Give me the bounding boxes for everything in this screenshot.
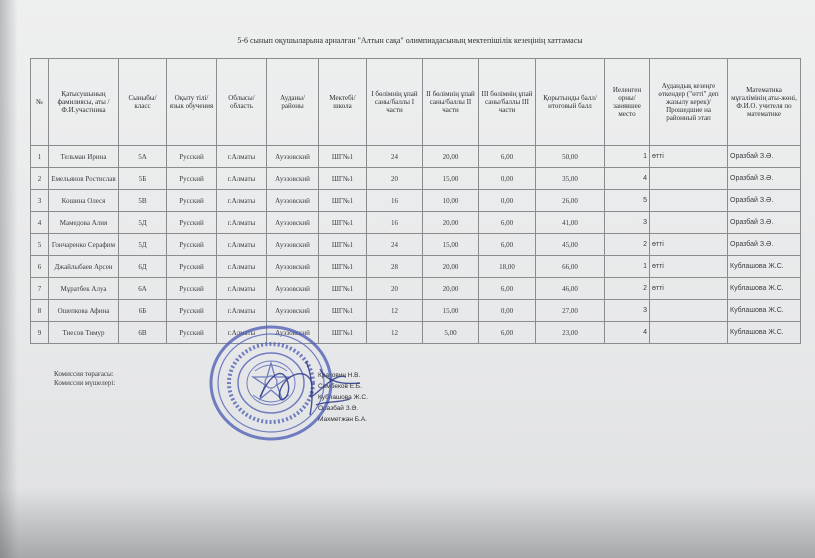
cell-school: ШГ№1	[319, 168, 367, 190]
cell-district: Ауэзовский	[267, 322, 319, 344]
cell-language: Русский	[167, 234, 217, 256]
cell-total-score: 41,00	[536, 212, 605, 234]
cell-row-number: 6	[31, 256, 49, 278]
cell-part3-score: 6,00	[479, 212, 536, 234]
cell-part1-score: 20	[367, 168, 423, 190]
cell-school: ШГ№1	[319, 146, 367, 168]
cell-place: 1	[605, 256, 650, 278]
cell-school: ШГ№1	[319, 256, 367, 278]
cell-total-score: 50,00	[536, 146, 605, 168]
cell-participant-name: Тельман Ирина	[49, 146, 119, 168]
table-row	[31, 146, 801, 168]
cell-participant-name: Кошина Олеся	[49, 190, 119, 212]
commission-member: Сембеков Е.Б.	[318, 383, 362, 390]
cell-school: ШГ№1	[319, 300, 367, 322]
cell-part3-score: 6,00	[479, 322, 536, 344]
cell-region: г.Алматы	[217, 256, 267, 278]
cell-row-number: 7	[31, 278, 49, 300]
cell-teacher-name: Кублашова Ж.С.	[728, 300, 801, 322]
cell-row-number: 4	[31, 212, 49, 234]
cell-region: г.Алматы	[217, 300, 267, 322]
cell-district: Ауэзовский	[267, 278, 319, 300]
table-row	[31, 322, 801, 344]
cell-class: 6В	[119, 322, 167, 344]
commission-chair-label: Комиссия төрағасы:	[54, 370, 114, 378]
cell-passed-mark	[650, 300, 728, 322]
table-row	[31, 256, 801, 278]
cell-language: Русский	[167, 190, 217, 212]
cell-participant-name: Мамедова Алия	[49, 212, 119, 234]
cell-teacher-name: Оразбай З.Ә.	[728, 146, 801, 168]
cell-part2-score: 20,00	[423, 256, 479, 278]
cell-teacher-name: Кублашова Ж.С.	[728, 256, 801, 278]
cell-language: Русский	[167, 212, 217, 234]
cell-row-number: 1	[31, 146, 49, 168]
cell-place: 2	[605, 278, 650, 300]
cell-teacher-name: Оразбай З.Ә.	[728, 212, 801, 234]
cell-row-number: 9	[31, 322, 49, 344]
cell-part1-score: 12	[367, 322, 423, 344]
cell-part2-score: 20,00	[423, 278, 479, 300]
cell-part3-score: 0,00	[479, 300, 536, 322]
cell-total-score: 27,00	[536, 300, 605, 322]
cell-school: ШГ№1	[319, 190, 367, 212]
cell-region: г.Алматы	[217, 190, 267, 212]
page-shadow-bottom	[0, 488, 815, 558]
table-row	[31, 212, 801, 234]
cell-class: 5А	[119, 146, 167, 168]
cell-participant-name: Емельянов Ростислав	[49, 168, 119, 190]
cell-class: 6Д	[119, 256, 167, 278]
cell-class: 5Д	[119, 212, 167, 234]
cell-teacher-name: Оразбай З.Ә.	[728, 168, 801, 190]
cell-passed-mark: өтті	[650, 234, 728, 256]
table-row	[31, 190, 801, 212]
cell-participant-name: Мұратбек Алуа	[49, 278, 119, 300]
handwritten-signature-icon	[250, 355, 370, 425]
cell-class: 6А	[119, 278, 167, 300]
cell-total-score: 66,00	[536, 256, 605, 278]
cell-participant-name: Гончаренко Серафим	[49, 234, 119, 256]
cell-part3-score: 6,00	[479, 146, 536, 168]
cell-part2-score: 10,00	[423, 190, 479, 212]
page-shadow-left	[0, 0, 18, 558]
cell-total-score: 35,00	[536, 168, 605, 190]
cell-district: Ауэзовский	[267, 190, 319, 212]
commission-labels	[54, 370, 115, 388]
cell-language: Русский	[167, 300, 217, 322]
cell-district: Ауэзовский	[267, 300, 319, 322]
cell-region: г.Алматы	[217, 278, 267, 300]
col-header-part2: II бөлімнің ұпай саны/баллы II части	[423, 59, 479, 146]
cell-total-score: 23,00	[536, 322, 605, 344]
col-header-passed: Аудандық кезеңге өткендер ("өтті" деп жазылу керек)/Прошедшие на районный этап	[650, 59, 728, 146]
col-header-number: №	[31, 59, 49, 146]
cell-part2-score: 15,00	[423, 168, 479, 190]
col-header-place: Иеленген орны/занявшее место	[605, 59, 650, 146]
cell-row-number: 3	[31, 190, 49, 212]
table-row	[31, 278, 801, 300]
cell-part2-score: 5,00	[423, 322, 479, 344]
cell-part1-score: 24	[367, 234, 423, 256]
cell-passed-mark	[650, 190, 728, 212]
cell-part3-score: 6,00	[479, 234, 536, 256]
cell-district: Ауэзовский	[267, 146, 319, 168]
cell-language: Русский	[167, 278, 217, 300]
table-row	[31, 234, 801, 256]
cell-teacher-name: Кублашова Ж.С.	[728, 322, 801, 344]
cell-passed-mark: өтті	[650, 278, 728, 300]
col-header-part3: III бөлімнің ұпай саны/баллы III части	[479, 59, 536, 146]
commission-member: Кублашова Ж.С.	[318, 394, 368, 401]
cell-participant-name: Тиесов Тимур	[49, 322, 119, 344]
cell-part3-score: 0,00	[479, 168, 536, 190]
cell-place: 5	[605, 190, 650, 212]
cell-region: г.Алматы	[217, 322, 267, 344]
table-header-row	[31, 59, 801, 146]
cell-place: 3	[605, 300, 650, 322]
cell-district: Ауэзовский	[267, 256, 319, 278]
col-header-district: Ауданы/районы	[267, 59, 319, 146]
cell-participant-name: Джайлыбаев Арсен	[49, 256, 119, 278]
table-body	[31, 146, 801, 344]
cell-part3-score: 0,00	[479, 190, 536, 212]
cell-district: Ауэзовский	[267, 212, 319, 234]
cell-part2-score: 15,00	[423, 300, 479, 322]
cell-teacher-name: Оразбай З.Ә.	[728, 234, 801, 256]
col-header-school: Мектебі/школа	[319, 59, 367, 146]
cell-part1-score: 16	[367, 190, 423, 212]
cell-part2-score: 15,00	[423, 234, 479, 256]
cell-school: ШГ№1	[319, 212, 367, 234]
cell-total-score: 46,00	[536, 278, 605, 300]
cell-place: 2	[605, 234, 650, 256]
cell-part3-score: 6,00	[479, 278, 536, 300]
col-header-part1: I бөлімнің ұпай саны/баллы I части	[367, 59, 423, 146]
col-header-language: Оқыту тілі/язык обучения	[167, 59, 217, 146]
cell-language: Русский	[167, 146, 217, 168]
cell-total-score: 26,00	[536, 190, 605, 212]
cell-row-number: 8	[31, 300, 49, 322]
cell-teacher-name: Оразбай З.Ә.	[728, 190, 801, 212]
cell-place: 4	[605, 322, 650, 344]
cell-passed-mark: өтті	[650, 256, 728, 278]
commission-member: Оразбай З.Ә.	[318, 405, 359, 412]
cell-part1-score: 16	[367, 212, 423, 234]
cell-school: ШГ№1	[319, 234, 367, 256]
col-header-region: Облысы/область	[217, 59, 267, 146]
cell-total-score: 45,00	[536, 234, 605, 256]
cell-class: 5Д	[119, 234, 167, 256]
cell-passed-mark	[650, 212, 728, 234]
page-title: 5-6 сынып оқушыларына арналған "Алтын сақа" олимпиадасының мектепішілік кезеңінің хаттамасы	[237, 36, 583, 45]
cell-part1-score: 24	[367, 146, 423, 168]
cell-part1-score: 12	[367, 300, 423, 322]
cell-region: г.Алматы	[217, 234, 267, 256]
col-header-total: Қорытынды балл/итоговый балл	[536, 59, 605, 146]
cell-language: Русский	[167, 256, 217, 278]
cell-teacher-name: Кублашова Ж.С.	[728, 278, 801, 300]
cell-passed-mark: өтті	[650, 146, 728, 168]
cell-district: Ауэзовский	[267, 234, 319, 256]
cell-region: г.Алматы	[217, 146, 267, 168]
cell-region: г.Алматы	[217, 168, 267, 190]
cell-place: 1	[605, 146, 650, 168]
cell-school: ШГ№1	[319, 322, 367, 344]
cell-part2-score: 20,00	[423, 212, 479, 234]
table-row	[31, 168, 801, 190]
cell-place: 4	[605, 168, 650, 190]
cell-class: 5В	[119, 190, 167, 212]
commission-member: Кратович Н.В.	[318, 372, 361, 379]
cell-passed-mark	[650, 322, 728, 344]
cell-region: г.Алматы	[217, 212, 267, 234]
cell-place: 3	[605, 212, 650, 234]
cell-part2-score: 20,00	[423, 146, 479, 168]
commission-members-label: Комиссия мүшелері:	[54, 379, 116, 387]
cell-part1-score: 20	[367, 278, 423, 300]
cell-part3-score: 18,00	[479, 256, 536, 278]
results-table	[30, 58, 801, 344]
cell-participant-name: Ошепкова Афина	[49, 300, 119, 322]
col-header-teacher: Математика мұғалімінің аты-жөні, Ф.И.О. учителя по математике	[728, 59, 801, 146]
cell-language: Русский	[167, 322, 217, 344]
cell-part1-score: 28	[367, 256, 423, 278]
cell-class: 6Б	[119, 300, 167, 322]
cell-school: ШГ№1	[319, 278, 367, 300]
col-header-participant: Қатысушының фамилиясы, аты /Ф.И.участника	[49, 59, 119, 146]
cell-row-number: 5	[31, 234, 49, 256]
commission-member: Махметжан Б.А.	[318, 416, 367, 423]
table-row	[31, 300, 801, 322]
cell-passed-mark	[650, 168, 728, 190]
cell-language: Русский	[167, 168, 217, 190]
cell-class: 5Б	[119, 168, 167, 190]
cell-row-number: 2	[31, 168, 49, 190]
col-header-class: Сыныбы/класс	[119, 59, 167, 146]
cell-district: Ауэзовский	[267, 168, 319, 190]
